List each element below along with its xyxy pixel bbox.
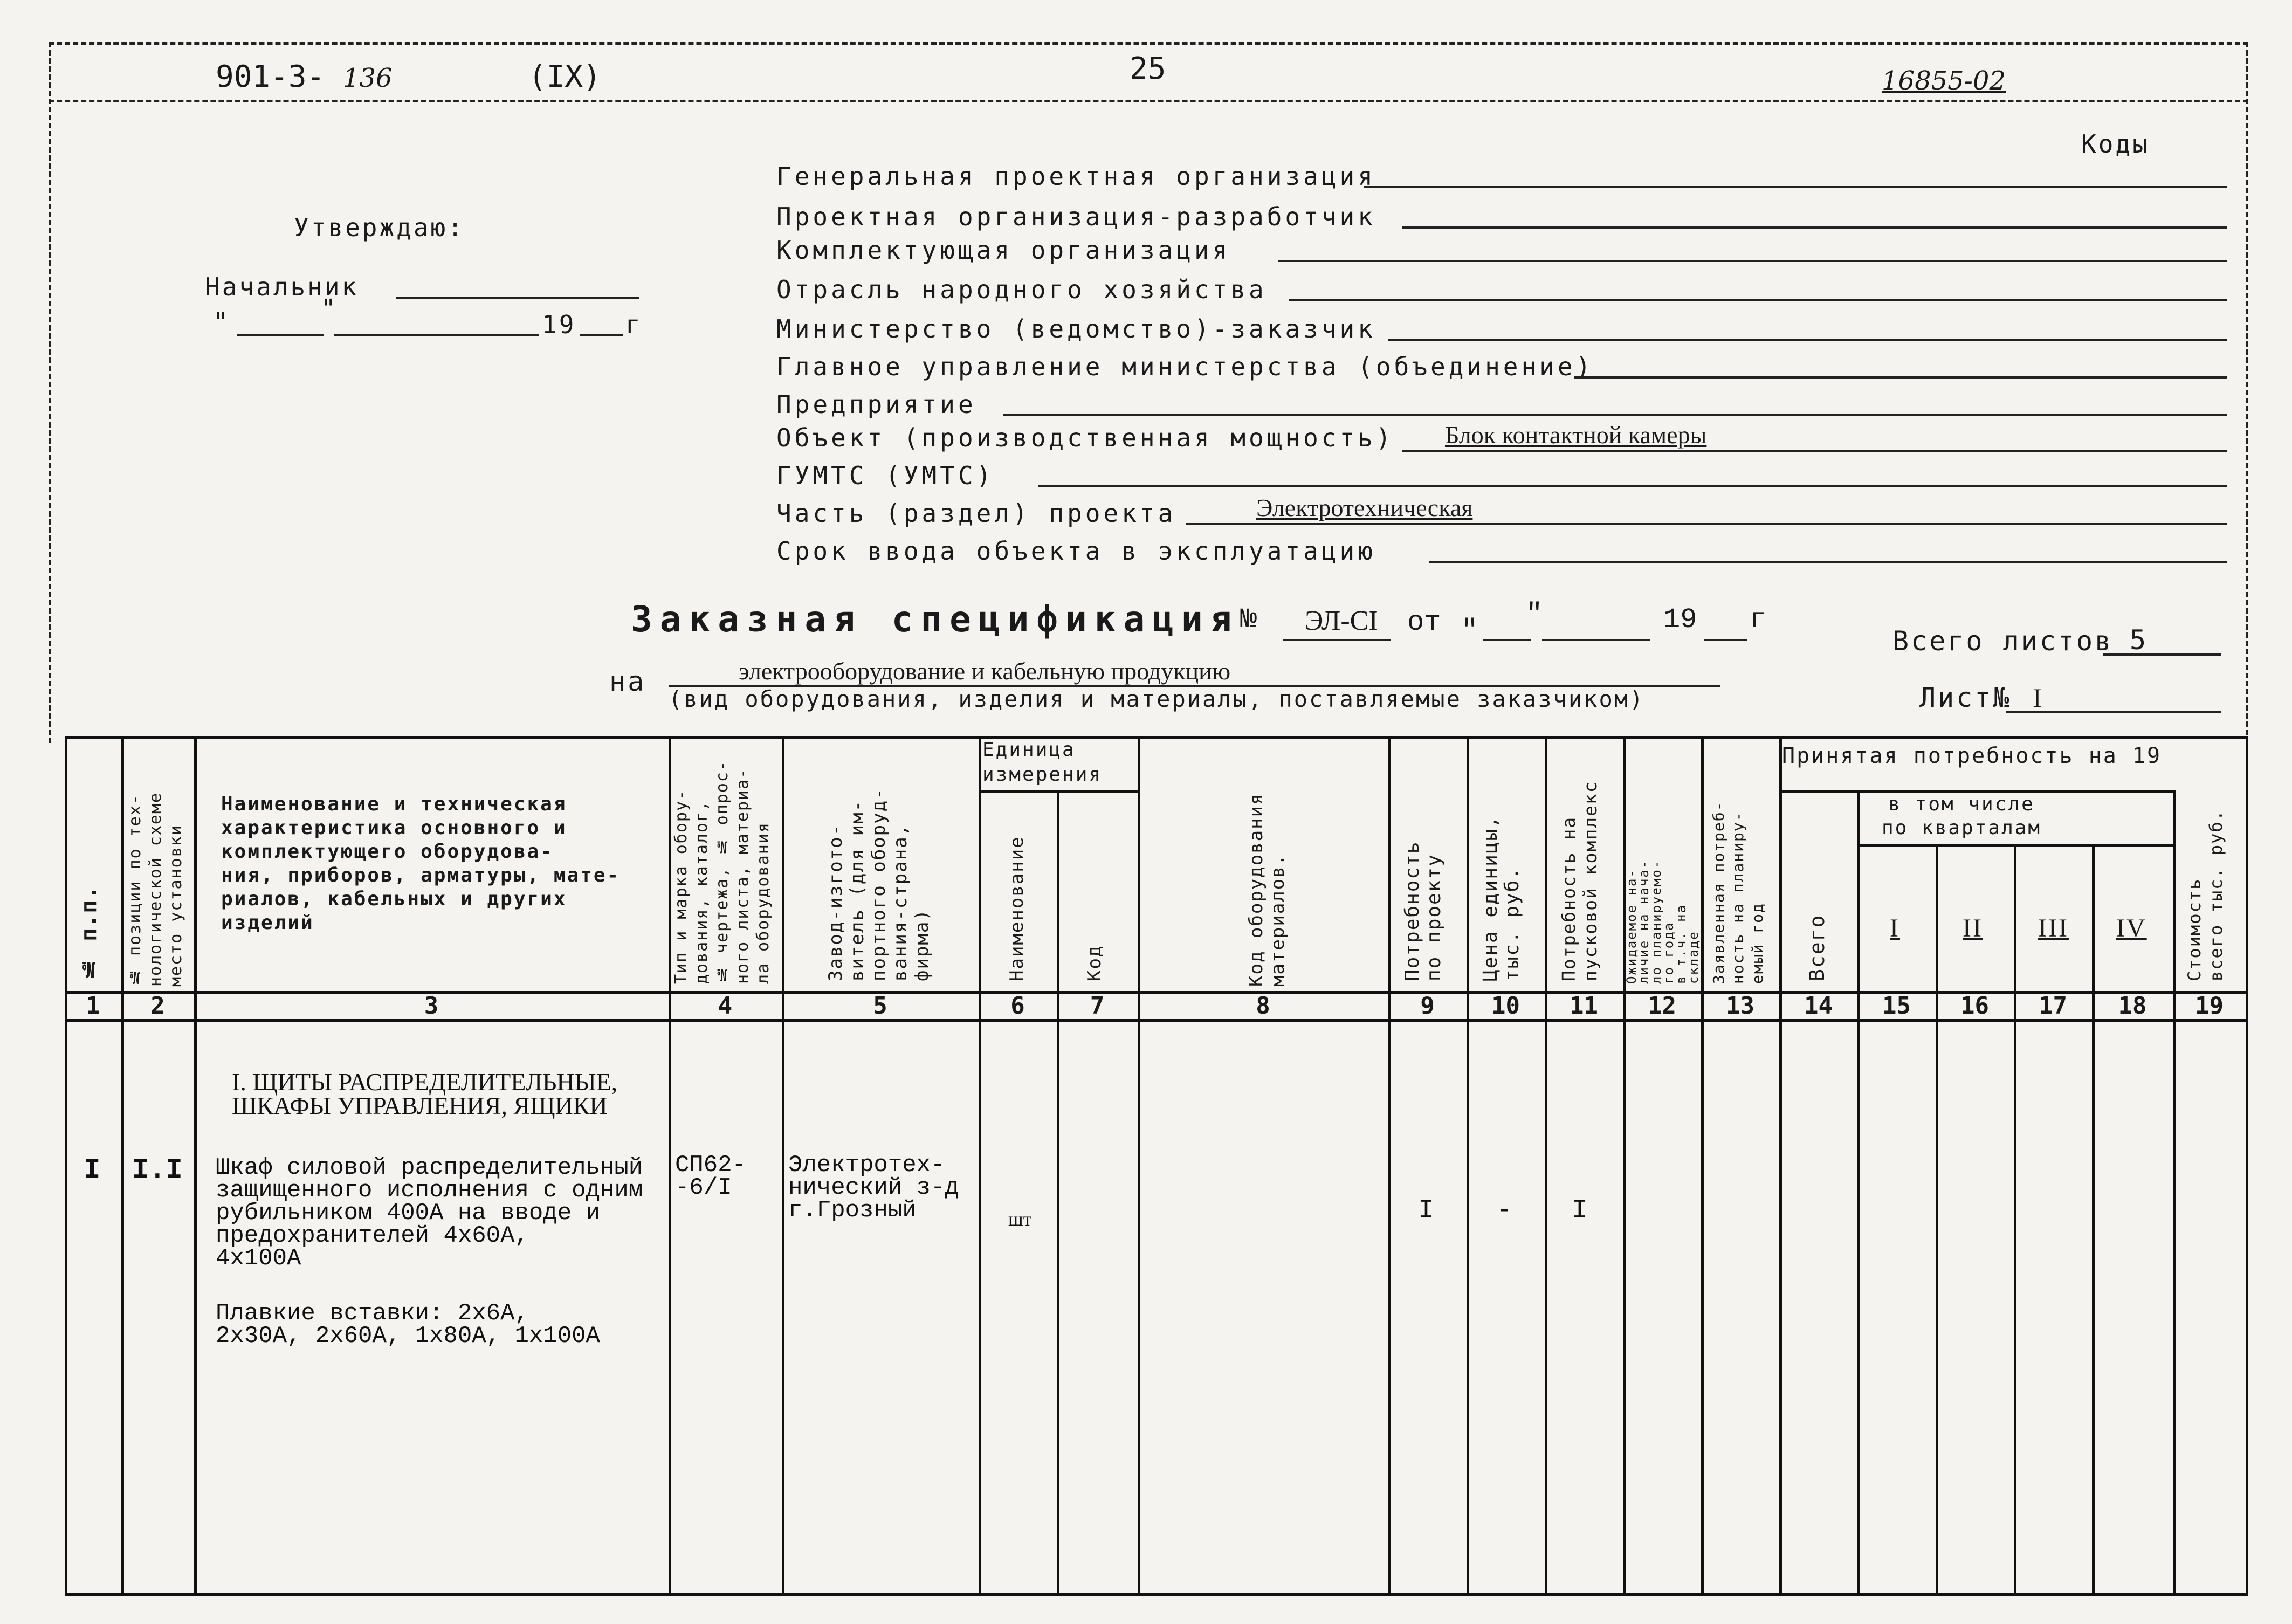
col-number-4: 4 bbox=[718, 992, 733, 1020]
sheet-no-line bbox=[2006, 711, 2221, 713]
field-design-org-label: Проектная организация-разработчик bbox=[776, 202, 1376, 231]
col-number-3: 3 bbox=[424, 992, 439, 1020]
header-separator-line bbox=[49, 100, 2248, 102]
col-line-17 bbox=[2092, 844, 2095, 1596]
field-general-org-line bbox=[1364, 186, 2227, 188]
spec-month-line bbox=[1542, 639, 1650, 641]
sheet-label: Лист№ bbox=[1919, 682, 2012, 713]
item-fuse-inserts: Плавкие вставки: 2х6А, 2х30А, 2х60А, 1х80А, 1х100А bbox=[216, 1300, 600, 1350]
date-year-suffix: г bbox=[625, 310, 643, 339]
doc-code-printed: 901-3- bbox=[216, 59, 325, 94]
col-number-5: 5 bbox=[873, 992, 887, 1020]
col-number-8: 8 bbox=[1256, 992, 1270, 1020]
col-line-15 bbox=[1936, 844, 1938, 1596]
col-number-2: 2 bbox=[150, 992, 165, 1020]
item-need-launch: I bbox=[1572, 1195, 1588, 1226]
field-part-value: Электротехническая bbox=[1256, 494, 1473, 521]
field-part-label: Часть (раздел) проекта bbox=[776, 499, 1176, 528]
col-header-11: Потребность на пусковой комплекс bbox=[1558, 781, 1601, 981]
archive-number: 16855-02 bbox=[1882, 66, 2006, 96]
col-number-19: 19 bbox=[2195, 992, 2224, 1020]
col-line-12 bbox=[1701, 736, 1704, 1596]
col-line-16 bbox=[2014, 844, 2016, 1596]
col-line-1 bbox=[121, 736, 124, 1596]
right-border-line bbox=[2246, 42, 2248, 743]
col-header-9: Потребность по проекту bbox=[1401, 841, 1445, 981]
col-header-6: Наименование bbox=[1006, 836, 1028, 981]
item-name: Шкаф силовой распределительный защищенного исполнения с одним рубильником 400А на вводе и предохранителей 4х60А, 4х100А bbox=[216, 1154, 643, 1272]
item-number: I bbox=[84, 1154, 101, 1186]
col-line-19 bbox=[2246, 736, 2248, 1596]
field-design-org-line bbox=[1402, 226, 2227, 229]
section-title: I. ЩИТЫ РАСПРЕДЕЛИТЕЛЬНЫЕ, ШКАФЫ УПРАВЛЕНИЯ, ЯЩИКИ bbox=[232, 1068, 618, 1119]
approve-label: Утверждаю: bbox=[294, 213, 465, 242]
col-header-15-18: в том числе по кварталам bbox=[1882, 793, 2042, 839]
field-part-line bbox=[1186, 523, 2227, 525]
spec-quote-close: " bbox=[1526, 598, 1543, 630]
spec-year-line bbox=[1704, 639, 1747, 641]
item-position: I.I bbox=[132, 1154, 183, 1186]
col-number-11: 11 bbox=[1570, 992, 1598, 1020]
col-header-15: I bbox=[1890, 914, 1900, 942]
col-number-1: 1 bbox=[86, 992, 100, 1020]
field-deadline-line bbox=[1429, 561, 2227, 563]
table-bottom-line bbox=[65, 1593, 2248, 1596]
field-supply-org-label: Комплектующая организация bbox=[776, 236, 1231, 265]
col-line-10 bbox=[1545, 736, 1547, 1596]
spec-year-suffix: г bbox=[1750, 604, 1767, 636]
spec-quote-open: " bbox=[1461, 615, 1478, 646]
col-line-7 bbox=[1138, 736, 1140, 1596]
spec-title: Заказная спецификация bbox=[631, 598, 1240, 640]
col-number-12: 12 bbox=[1648, 992, 1676, 1020]
col-line-8 bbox=[1388, 736, 1391, 1596]
col-number-18: 18 bbox=[2118, 992, 2147, 1020]
col-number-17: 17 bbox=[2039, 992, 2067, 1020]
page-number: 25 bbox=[1130, 51, 1166, 86]
col-header-12: Ожидаемое на- личие на нача- ло планируемо- го года в т.ч. на складе bbox=[1624, 859, 1701, 984]
field-object-label: Объект (производственная мощность) bbox=[776, 423, 1394, 452]
col-number-10: 10 bbox=[1491, 992, 1520, 1020]
table-top-line bbox=[65, 736, 2248, 739]
item-price: - bbox=[1496, 1195, 1513, 1226]
field-main-dept-label: Главное управление министерства (объединение) bbox=[776, 352, 1594, 381]
col-number-7: 7 bbox=[1090, 992, 1105, 1020]
spec-subject-caption: (вид оборудования, изделия и материалы, поставляемые заказчиком) bbox=[669, 686, 1645, 712]
on-label: на bbox=[609, 666, 646, 697]
col-header-14-18: Принятая потребность на 19 bbox=[1782, 744, 2162, 768]
col-number-16: 16 bbox=[1960, 992, 1989, 1020]
col-header-18: IV bbox=[2116, 914, 2147, 942]
spec-subject: электрооборудование и кабельную продукцию bbox=[739, 657, 1231, 685]
field-gumts-line bbox=[1038, 485, 2227, 487]
col-header-8: Код оборудования материалов. bbox=[1245, 793, 1289, 987]
codes-label: Коды bbox=[2081, 129, 2150, 159]
col-line-2 bbox=[194, 736, 197, 1596]
volume-label: (IX) bbox=[528, 59, 601, 94]
date-quote-close: " bbox=[321, 294, 338, 323]
field-supply-org-line bbox=[1278, 260, 2227, 262]
field-object-value: Блок контактной камеры bbox=[1445, 421, 1707, 449]
col-header-13: Заявленная потреб- ность на планиру- емый год bbox=[1710, 801, 1766, 984]
spec-no-label: № bbox=[1240, 604, 1257, 636]
field-enterprise-label: Предприятие bbox=[776, 390, 976, 419]
col-header-17: III bbox=[2038, 914, 2069, 942]
field-enterprise-line bbox=[1003, 414, 2227, 416]
date-quote-open: " bbox=[213, 307, 230, 336]
total-sheets-value: 5 bbox=[2130, 624, 2149, 656]
spec-from-label: от bbox=[1407, 607, 1441, 638]
col-number-13: 13 bbox=[1726, 992, 1754, 1020]
field-ministry-line bbox=[1388, 339, 2227, 341]
field-gumts-label: ГУМТС (УМТС) bbox=[776, 461, 995, 490]
chief-signature-line bbox=[396, 297, 639, 299]
col-line-6 bbox=[1057, 790, 1059, 1596]
col-line-4 bbox=[782, 736, 784, 1596]
col-number-14: 14 bbox=[1804, 992, 1833, 1020]
col-header-10: Цена единицы, тыс. руб. bbox=[1479, 815, 1523, 981]
col-line-13 bbox=[1779, 736, 1782, 1596]
item-unit: шт bbox=[1008, 1208, 1032, 1230]
col-number-15: 15 bbox=[1882, 992, 1911, 1020]
field-industry-label: Отрасль народного хозяйства bbox=[776, 275, 1267, 304]
field-ministry-label: Министерство (ведомство)-заказчик bbox=[776, 314, 1376, 343]
col-header-6-7: Единица измерения bbox=[982, 739, 1103, 786]
spec-number-line bbox=[1283, 639, 1391, 641]
date-month-line bbox=[334, 334, 539, 336]
top-border-line bbox=[49, 42, 2248, 45]
date-day-line bbox=[237, 334, 324, 336]
col-header-1: № п.п. bbox=[77, 885, 101, 981]
col-header-5: Завод-изгото- витель (для им- портного оборуд- вания-страна, фирма) bbox=[825, 787, 933, 981]
col-line-9 bbox=[1467, 736, 1469, 1596]
col-header-14: Всего bbox=[1805, 914, 1829, 981]
item-need-project: I bbox=[1418, 1195, 1435, 1226]
spec-year-prefix: 19 bbox=[1663, 604, 1697, 636]
col-header-16: II bbox=[1963, 914, 1983, 942]
col-header-4: Тип и марка обору- дования, каталог, № чертежа, № опрос- ного листа, материа- ла оборудования bbox=[672, 760, 773, 984]
col-number-6: 6 bbox=[1010, 992, 1025, 1020]
item-type: СП62- -6/I bbox=[675, 1152, 747, 1201]
col-number-9: 9 bbox=[1420, 992, 1435, 1020]
doc-code-handwritten: 136 bbox=[343, 63, 393, 93]
col-line-5 bbox=[979, 736, 981, 1596]
col-header-2: № позиции по тех- нологической схеме место установки bbox=[126, 792, 185, 987]
spec-day-line bbox=[1483, 639, 1531, 641]
doc-code bbox=[216, 59, 393, 94]
col-line-0 bbox=[65, 736, 67, 1596]
total-sheets-label: Всего листов bbox=[1892, 625, 2114, 657]
field-deadline-label: Срок ввода объекта в эксплуатацию bbox=[776, 536, 1376, 566]
col-line-18 bbox=[2173, 790, 2176, 1596]
field-object-line bbox=[1402, 450, 2227, 452]
spec-number: ЭЛ-СI bbox=[1305, 605, 1378, 636]
col-header-3: Наименование и техническая характеристика основного и комплектующего оборудова- ния, приборов, арматуры, мате- риалов, кабельных и других изделий bbox=[221, 793, 621, 934]
field-general-org-label: Генеральная проектная организация bbox=[776, 162, 1376, 191]
field-industry-line bbox=[1289, 299, 2227, 301]
date-year-prefix: 19 bbox=[542, 310, 576, 339]
date-year-line bbox=[580, 334, 623, 336]
total-sheets-line bbox=[2103, 653, 2221, 656]
sheet-no: I bbox=[2033, 683, 2044, 713]
field-main-dept-line bbox=[1574, 376, 2227, 379]
item-manufacturer: Электротех- нический з-д г.Грозный bbox=[788, 1152, 959, 1224]
left-border-line bbox=[49, 42, 51, 743]
col-line-14 bbox=[1857, 790, 1860, 1596]
col-header-7: Код bbox=[1084, 945, 1105, 981]
chief-label: Начальник bbox=[205, 272, 359, 301]
col-header-19: Стоимость всего тыс. руб. bbox=[2184, 809, 2226, 981]
